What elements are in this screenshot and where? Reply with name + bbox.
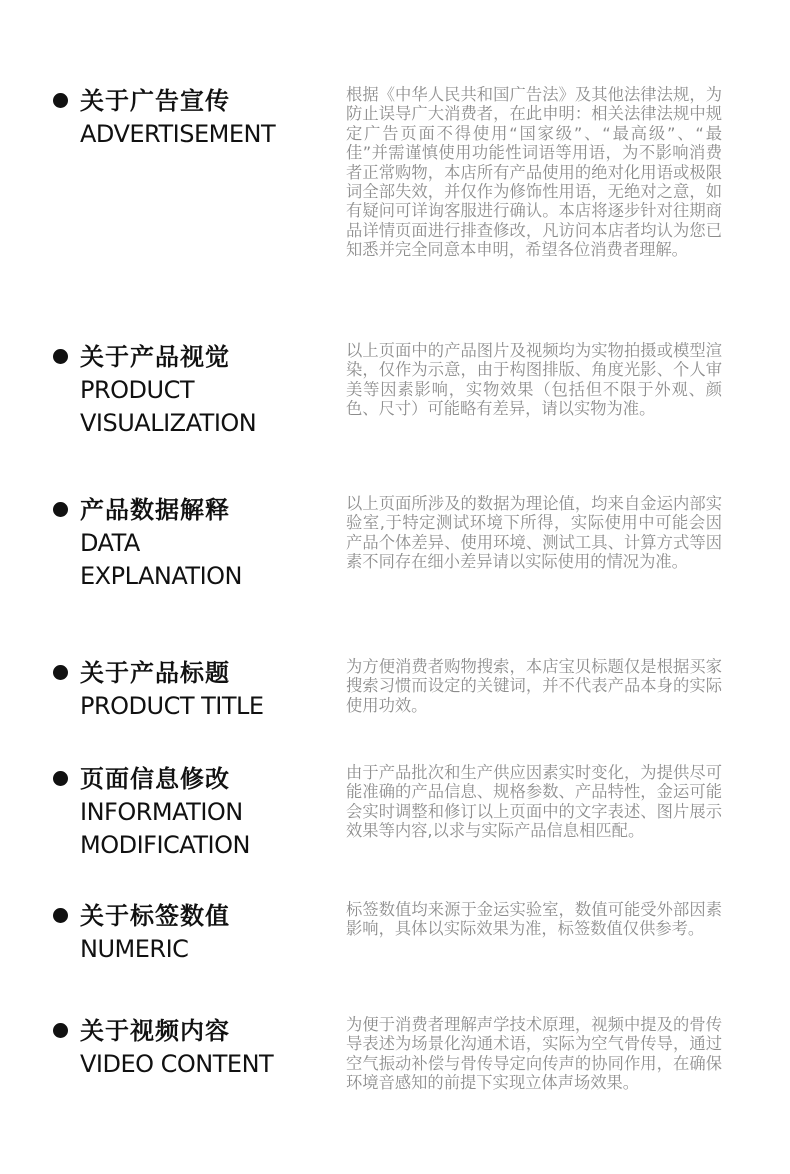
notice-heading <box>80 494 310 593</box>
notice-text: 以上页面所涉及的数据为理论值，均来自金运内部实验室,于特定测试环境下所得，实际使用中可能会因产品个体差异、使用环境、测试工具、计算方式等因素不同存在细小差异请以实际使用的情况为准。 <box>346 494 722 572</box>
notice-text: 由于产品批次和生产供应因素实时变化，为提供尽可能准确的产品信息、规格参数、产品特性，金运可能会实时调整和修订以上页面中的文字表述、图片展示效果等内容,以求与实际产品信息相匹配。 <box>346 763 722 841</box>
notice-heading <box>80 763 310 862</box>
notice-text: 为便于消费者理解声学技术原理，视频中提及的骨传导表述为场景化沟通术语，实际为空气骨传导，通过空气振动补偿与骨传导定向传声的协同作用，在确保环境音感知的前提下实现立体声场效果。 <box>346 1015 722 1093</box>
bullet-dot-icon <box>53 349 68 364</box>
notice-title-zh: 关于标签数值 <box>80 902 230 930</box>
notice-title-zh: 关于产品视觉 <box>80 343 230 371</box>
bullet-dot-icon <box>53 908 68 923</box>
bullet-dot-icon <box>53 502 68 517</box>
notice-title-en: NUMERIC <box>80 935 189 963</box>
notice-heading <box>80 85 310 151</box>
notice-title-en: PRODUCT VISUALIZATION <box>80 376 257 437</box>
notice-heading <box>80 341 310 440</box>
notice-heading <box>80 1015 310 1081</box>
notice-title-zh: 关于产品标题 <box>80 659 230 687</box>
notice-heading <box>80 900 310 966</box>
notice-title-en: ADVERTISEMENT <box>80 120 276 148</box>
notice-text: 以上页面中的产品图片及视频均为实物拍摄或模型渲染，仅作为示意，由于构图排版、角度光影、个人审美等因素影响，实物效果（包括但不限于外观、颜色、尺寸）可能略有差异，请以实物为准。 <box>346 341 722 419</box>
notice-title-zh: 关于广告宣传 <box>80 87 230 115</box>
notice-title-zh: 关于视频内容 <box>80 1017 230 1045</box>
bullet-dot-icon <box>53 93 68 108</box>
notice-heading <box>80 657 310 723</box>
notice-text: 根据《中华人民共和国广告法》及其他法律法规，为防止误导广大消费者，在此申明：相关法律法规中规定广告页面不得使用“国家级”、“最高级”、“最佳”并需谨慎使用功能性词语等用语，为不影响消费者正常购物，本店所有产品使用的绝对化用语或极限词全部失效，并仅作为修饰性用语，无绝对之意，如有疑问可详询客服进行确认。本店将逐步针对往期商品详情页面进行排查修改，凡访问本店者均认为您已知悉并完全同意本申明，希望各位消费者理解。 <box>346 85 722 260</box>
notice-title-zh: 产品数据解释 <box>80 496 230 524</box>
notice-text: 为方便消费者购物搜索，本店宝贝标题仅是根据买家搜索习惯而设定的关键词，并不代表产品本身的实际使用功效。 <box>346 657 722 715</box>
notice-title-en: VIDEO CONTENT <box>80 1050 274 1078</box>
notice-text: 标签数值均来源于金运实验室，数值可能受外部因素影响，具体以实际效果为准，标签数值仅供参考。 <box>346 900 722 939</box>
notice-title-zh: 页面信息修改 <box>80 765 230 793</box>
notice-title-en: DATA EXPLANATION <box>80 529 243 590</box>
notice-title-en: INFORMATION MODIFICATION <box>80 798 250 859</box>
bullet-dot-icon <box>53 665 68 680</box>
bullet-dot-icon <box>53 1023 68 1038</box>
notice-title-en: PRODUCT TITLE <box>80 692 264 720</box>
bullet-dot-icon <box>53 771 68 786</box>
